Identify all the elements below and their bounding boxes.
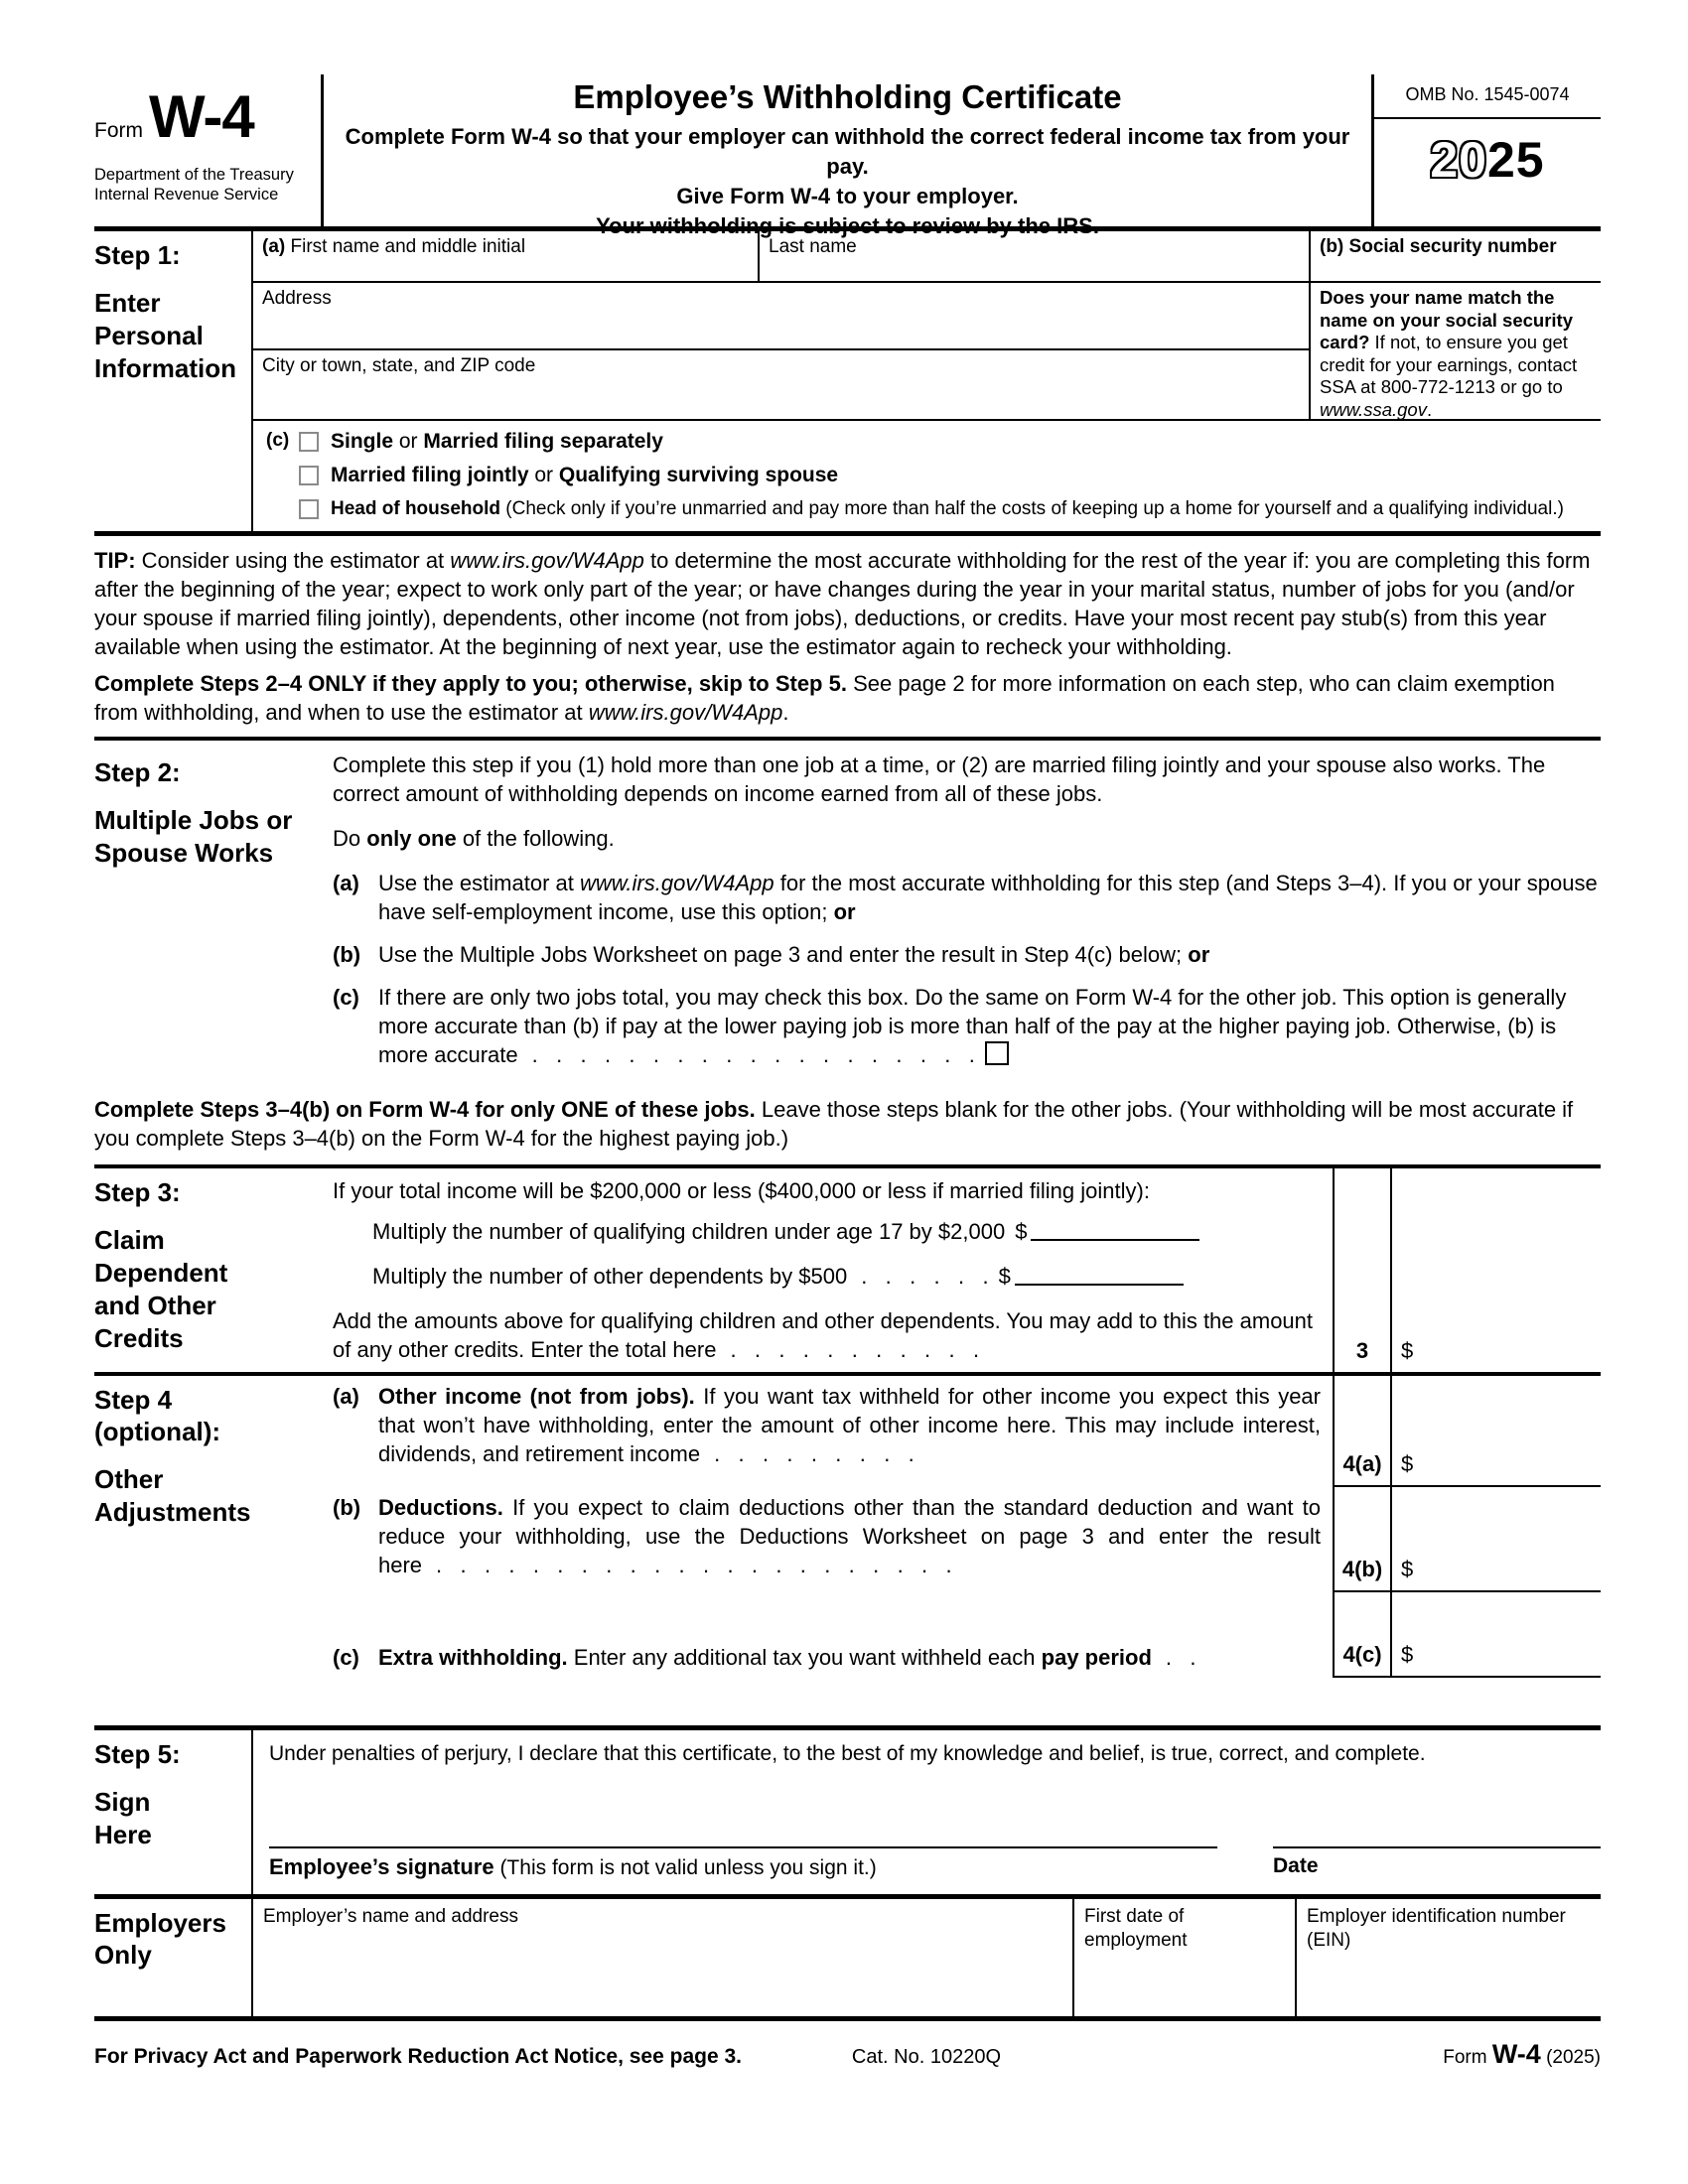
- footer-form-number: W-4: [1491, 2039, 1541, 2069]
- steps-2-4-note-text: See page 2 for more information on each step, who can claim exemption from withholding, and when to use the estimator at: [94, 671, 1555, 725]
- address-field[interactable]: [253, 283, 1309, 350]
- step3-section: [94, 1168, 1601, 1372]
- step2-b-or: or: [1188, 942, 1210, 967]
- step3-children-dollar-sign: $: [1015, 1219, 1028, 1244]
- step3-line-number: 3: [1355, 1338, 1369, 1363]
- step2-item-a-text: [378, 869, 1601, 926]
- ein-field[interactable]: [1295, 1899, 1601, 2016]
- form-subtitle-2: Give Form W-4 to your employer.: [676, 184, 1019, 208]
- step4b-bold: Deductions.: [378, 1495, 503, 1520]
- step1-address-row: [253, 283, 1601, 421]
- step4a-line-number: 4(a): [1342, 1451, 1382, 1476]
- steps-2-4-note: [94, 669, 1601, 727]
- city-state-zip-label: City or town, state, and ZIP code: [262, 355, 536, 376]
- signature-field[interactable]: [269, 1846, 1217, 1848]
- first-date-employment-label: First date of employment: [1084, 1906, 1188, 1951]
- step4c-rest: Enter any additional tax you want withheld each: [567, 1645, 1042, 1670]
- step3-body: [333, 1168, 1333, 1372]
- ssa-url: www.ssa.gov: [1320, 398, 1427, 420]
- married-jointly-label-bold: Married filing jointly: [331, 464, 529, 486]
- step4a-rest: If you want tax withheld for other income you expect this year that won’t have withholding, enter the amount of other income here. This may include interest, dividends, and retirement income: [378, 1384, 1321, 1466]
- step4c-body: [333, 1592, 1333, 1678]
- step4a-line-number-cell: [1333, 1376, 1390, 1487]
- step2-item-b-letter: (b): [333, 942, 361, 967]
- filing-status-hoh-row: [299, 497, 1601, 521]
- filing-status-row: [253, 421, 1601, 531]
- hoh-option-label: [331, 497, 1564, 521]
- tip-text-after: to determine the most accurate withholding for the rest of the year if: you are completing this form after the beginning of the year; expect to work only part of the year; or have changes during the year in your marital status, number of jobs for you (and/or your spouse if married filing jointly), dependents, other income (not from jobs), deductions, or credits. Have your most recent pay stub(s) from this year available when using the estimator. At the beginning of next year, use the estimator again to recheck your withholding.: [94, 548, 1591, 659]
- step3-total-text: Add the amounts above for qualifying children and other dependents. You may add to this the amount of any other credits. Enter the total here: [333, 1308, 1314, 1362]
- tax-year-bold: 25: [1487, 132, 1545, 188]
- form-id-block: [94, 74, 321, 226]
- step4b-letter: (b): [333, 1495, 361, 1520]
- hoh-label-note: (Check only if you’re unmarried and pay more than half the costs of keeping up a home for yourself and a qualifying individual.): [500, 498, 1564, 519]
- step4c-item: [333, 1643, 1196, 1672]
- step4c-line-number: 4(c): [1342, 1642, 1382, 1667]
- step4-label-block: [94, 1376, 333, 1678]
- employer-name-address-label: Employer’s name and address: [263, 1906, 518, 1927]
- step2-following: of the following.: [456, 826, 615, 851]
- step5-section: [94, 1725, 1601, 1894]
- step2-a-url: www.irs.gov/W4App: [579, 871, 774, 895]
- steps-3-4b-note: [94, 1095, 1601, 1153]
- step4b-line-number-cell: [1333, 1487, 1390, 1592]
- step3-line-number-cell: [1333, 1168, 1390, 1372]
- step3-dependents-dot-leader: . . . . . .: [861, 1264, 989, 1289]
- ssa-note-bold: Does your name match the name on your social security card?: [1320, 287, 1573, 352]
- step2-do-only-one: [333, 824, 1601, 853]
- step4a-bold: Other income (not from jobs).: [378, 1384, 695, 1409]
- steps-2-4-note-url: www.irs.gov/W4App: [588, 700, 783, 725]
- step2-item-c: [333, 983, 1601, 1069]
- form-subtitle-1: Complete Form W-4 so that your employer can withhold the correct federal income tax from your pay.: [345, 124, 1350, 179]
- address-column: [253, 283, 1309, 419]
- step2-item-b: [333, 940, 1601, 969]
- tax-year: [1374, 131, 1601, 189]
- filing-status-options: [299, 430, 1601, 531]
- two-jobs-checkbox[interactable]: [985, 1041, 1009, 1065]
- step4c-bold: Extra withholding.: [378, 1645, 568, 1670]
- employers-label-block: [94, 1899, 253, 2016]
- ssa-note-period: .: [1426, 398, 1433, 420]
- step3-total-line: [333, 1306, 1321, 1364]
- step2-label-block: [94, 749, 333, 1083]
- step2-body: [333, 749, 1601, 1083]
- omb-number: OMB No. 1545-0074: [1374, 74, 1601, 119]
- perjury-statement: Under penalties of perjury, I declare that this certificate, to the best of my knowledge and belief, is true, correct, and complete.: [269, 1742, 1426, 1765]
- step3-dependents-dollar-sign: $: [998, 1264, 1011, 1289]
- employers-only-section: [94, 1894, 1601, 2021]
- step4b-line-number: 4(b): [1341, 1557, 1383, 1581]
- spacer: [94, 1678, 1601, 1725]
- step4b-text: [378, 1493, 1321, 1579]
- date-label: Date: [1273, 1854, 1319, 1877]
- step1-name-row: [253, 231, 1601, 283]
- step2-item-a-letter: (a): [333, 871, 359, 895]
- tip-text-before: Consider using the estimator at: [135, 548, 451, 573]
- step3-sublabel: Claim Dependent and Other Credits: [94, 1225, 228, 1353]
- head-of-household-checkbox[interactable]: [299, 499, 319, 519]
- form-title: Employee’s Withholding Certificate: [573, 78, 1122, 115]
- step3-dependents-line: [333, 1262, 1321, 1291]
- step4b-dot-leader: . . . . . . . . . . . . . . . . . . . . . .: [436, 1553, 952, 1577]
- hoh-label-bold: Head of household: [331, 498, 500, 519]
- step3-label-block: [94, 1168, 333, 1372]
- step2-a-before: Use the estimator at: [378, 871, 580, 895]
- step4a-dot-leader: . . . . . . . . .: [714, 1441, 914, 1466]
- estimator-url: www.irs.gov/W4App: [450, 548, 644, 573]
- joint-label-or: or: [528, 464, 559, 486]
- step5-body: [253, 1730, 1601, 1894]
- steps-2-4-note-period: .: [782, 700, 789, 725]
- filing-status-item-letter: (c): [266, 430, 290, 451]
- date-field[interactable]: [1273, 1846, 1601, 1848]
- step1-label-block: [94, 231, 253, 531]
- omb-year-block: [1374, 74, 1601, 226]
- city-state-zip-field[interactable]: [253, 350, 1309, 419]
- other-dependents-amount-field[interactable]: [1015, 1266, 1184, 1286]
- step3-children-line: [333, 1217, 1321, 1246]
- step4b-item: [333, 1493, 1321, 1579]
- filing-status-joint-row: [299, 464, 1601, 487]
- step3-dependents-text: Multiply the number of other dependents by $500: [372, 1264, 848, 1289]
- form-title-block: [321, 74, 1374, 238]
- step2-item-a: [333, 869, 1601, 926]
- ein-label: Employer identification number (EIN): [1307, 1906, 1566, 1951]
- first-name-label: First name and middle initial: [290, 236, 526, 257]
- step4b-body: [333, 1487, 1333, 1592]
- step4-label-line1: Step 4: [94, 1385, 173, 1415]
- single-label-bold: Single: [331, 430, 394, 453]
- filing-status-single-row: [299, 430, 1601, 454]
- step4b-rest: If you expect to claim deductions other than the standard deduction and want to reduce your withholding, use the Deductions Worksheet on page 3 and enter the result here: [378, 1495, 1321, 1577]
- step4b-amount-field[interactable]: [1390, 1487, 1601, 1592]
- steps-3-4b-note-text: Leave those steps blank for the other jobs. (Your withholding will be most accurate if you complete Steps 3–4(b) on the Form W-4 for the highest paying job.): [94, 1097, 1574, 1151]
- step3-total-dot-leader: . . . . . . . . . . .: [730, 1337, 980, 1362]
- form-subtitle-3: Your withholding is subject to review by the IRS.: [596, 213, 1099, 238]
- employers-label: Employers Only: [94, 1908, 226, 1970]
- step1-fields: [253, 231, 1601, 531]
- single-checkbox[interactable]: [299, 432, 319, 452]
- step2-a-after: for the most accurate withholding for this step (and Steps 3–4). If you or your spouse have self-employment income, use this option;: [378, 871, 1598, 924]
- step1-sublabel: Enter Personal Information: [94, 288, 236, 383]
- step1-label: Step 1:: [94, 240, 181, 270]
- step5-label: Step 5:: [94, 1739, 181, 1769]
- step4a-letter: (a): [333, 1384, 359, 1409]
- step2-label: Step 2:: [94, 757, 181, 787]
- step4b-dollar-sign: $: [1401, 1557, 1414, 1581]
- first-name-item-letter: (a): [262, 236, 286, 257]
- step2-item-c-text: [378, 983, 1601, 1069]
- step4b-row: [333, 1487, 1601, 1592]
- ssa-name-match-note: [1309, 283, 1601, 419]
- step3-intro: If your total income will be $200,000 or less ($400,000 or less if married filing jointly):: [333, 1178, 1150, 1203]
- step4c-letter: (c): [333, 1645, 359, 1670]
- ssn-item-letter: (b): [1320, 236, 1344, 257]
- step2-b-body: Use the Multiple Jobs Worksheet on page 3 and enter the result in Step 4(c) below;: [378, 942, 1189, 967]
- step3-amount-dollar-sign: $: [1401, 1338, 1414, 1363]
- step2-only-one-bold: only one: [366, 826, 457, 851]
- steps-3-4b-note-bold: Complete Steps 3–4(b) on Form W-4 for only ONE of these jobs.: [94, 1097, 756, 1122]
- footer-form-year: (2025): [1546, 2047, 1601, 2068]
- step4c-amount-field[interactable]: [1390, 1592, 1601, 1678]
- signature-label-note: (This form is not valid unless you sign it.): [493, 1856, 877, 1879]
- step5-sublabel: Sign Here: [94, 1787, 152, 1849]
- form-footer-id: [1001, 2039, 1601, 2070]
- form-word: Form: [94, 119, 143, 142]
- step3-label: Step 3:: [94, 1177, 181, 1207]
- employer-name-address-field[interactable]: [253, 1899, 1072, 2016]
- first-name-field[interactable]: [253, 231, 758, 281]
- date-area: [1273, 1846, 1601, 1880]
- form-number-line: [94, 82, 321, 151]
- agency-block: [94, 165, 321, 205]
- step4c-pay-period-bold: pay period: [1041, 1645, 1152, 1670]
- step2-do: Do: [333, 826, 367, 851]
- step2-item-c-letter: (c): [333, 985, 359, 1010]
- agency-line-2: Internal Revenue Service: [94, 186, 279, 204]
- form-number: W-4: [149, 83, 254, 150]
- step4-label-line2: (optional):: [94, 1417, 221, 1446]
- tax-year-outline: 20: [1430, 132, 1487, 188]
- step4c-text: [378, 1643, 1196, 1672]
- surviving-spouse-label-bold: Qualifying surviving spouse: [558, 464, 839, 486]
- step3-total-amount-field[interactable]: [1390, 1168, 1601, 1372]
- step4a-row: [333, 1376, 1601, 1487]
- ssn-field[interactable]: [1309, 231, 1601, 281]
- step4a-amount-field[interactable]: [1390, 1376, 1601, 1487]
- married-jointly-checkbox[interactable]: [299, 466, 319, 485]
- single-label-or: or: [393, 430, 424, 453]
- step2-a-or: or: [833, 899, 856, 924]
- step2-c-dot-leader: . . . . . . . . . . . . . . . . . . .: [531, 1042, 975, 1067]
- step3-children-text: Multiply the number of qualifying children under age 17 by $2,000: [372, 1219, 1006, 1244]
- ssn-label: Social security number: [1348, 236, 1557, 257]
- step2-intro: Complete this step if you (1) hold more than one job at a time, or (2) are married filing jointly and your spouse also works. The correct amount of withholding depends on income earned from all of these jobs.: [333, 752, 1546, 806]
- signature-area: [269, 1846, 1217, 1880]
- step4a-item: [333, 1382, 1321, 1468]
- qualifying-children-amount-field[interactable]: [1031, 1221, 1199, 1241]
- married-separately-label-bold: Married filing separately: [423, 430, 663, 453]
- tip-paragraph: [94, 546, 1601, 661]
- single-option-label: [331, 430, 663, 454]
- step4c-dot-leader: . .: [1165, 1645, 1196, 1670]
- footer-form-word: Form: [1443, 2047, 1487, 2068]
- signature-row: [269, 1846, 1601, 1880]
- step4-rows: [333, 1376, 1601, 1678]
- step1-section: [94, 231, 1601, 536]
- step4-section: [94, 1376, 1601, 1678]
- step2-sublabel: Multiple Jobs or Spouse Works: [94, 805, 293, 868]
- step4a-text: [378, 1382, 1321, 1468]
- ssa-note-text: If not, to ensure you get credit for your earnings, contact SSA at 800-772-1213 or go to: [1320, 332, 1578, 397]
- step4c-row: [333, 1592, 1601, 1678]
- step2-c-body: If there are only two jobs total, you may check this box. Do the same on Form W-4 for the other job. This option is generally more accurate than (b) if pay at the lower paying job is more than half of the pay at the higher paying job. Otherwise, (b) is more accurate: [378, 985, 1567, 1067]
- step4a-body: [333, 1376, 1333, 1487]
- last-name-field[interactable]: [758, 231, 1309, 281]
- step4a-dollar-sign: $: [1401, 1451, 1414, 1476]
- step2-section: [94, 741, 1601, 1083]
- step5-label-block: [94, 1730, 253, 1894]
- privacy-act-notice: For Privacy Act and Paperwork Reduction Act Notice, see page 3.: [94, 2045, 742, 2068]
- steps-2-4-note-bold: Complete Steps 2–4 ONLY if they apply to you; otherwise, skip to Step 5.: [94, 671, 847, 696]
- step4-sublabel: Other Adjustments: [94, 1464, 251, 1527]
- last-name-label: Last name: [769, 236, 857, 257]
- first-date-employment-field[interactable]: [1072, 1899, 1295, 2016]
- step2-item-b-text: [378, 940, 1601, 969]
- tip-lead: TIP:: [94, 548, 136, 573]
- step4c-line-number-cell: [1333, 1592, 1390, 1678]
- joint-option-label: [331, 464, 838, 487]
- signature-label-bold: Employee’s signature: [269, 1854, 494, 1879]
- agency-line-1: Department of the Treasury: [94, 166, 294, 184]
- address-label: Address: [262, 288, 332, 309]
- signature-label: [269, 1854, 1217, 1880]
- catalog-number: Cat. No. 10220Q: [851, 2046, 1002, 2068]
- form-header: [94, 74, 1601, 238]
- step4c-dollar-sign: $: [1401, 1642, 1414, 1667]
- page-footer: [94, 2039, 1601, 2070]
